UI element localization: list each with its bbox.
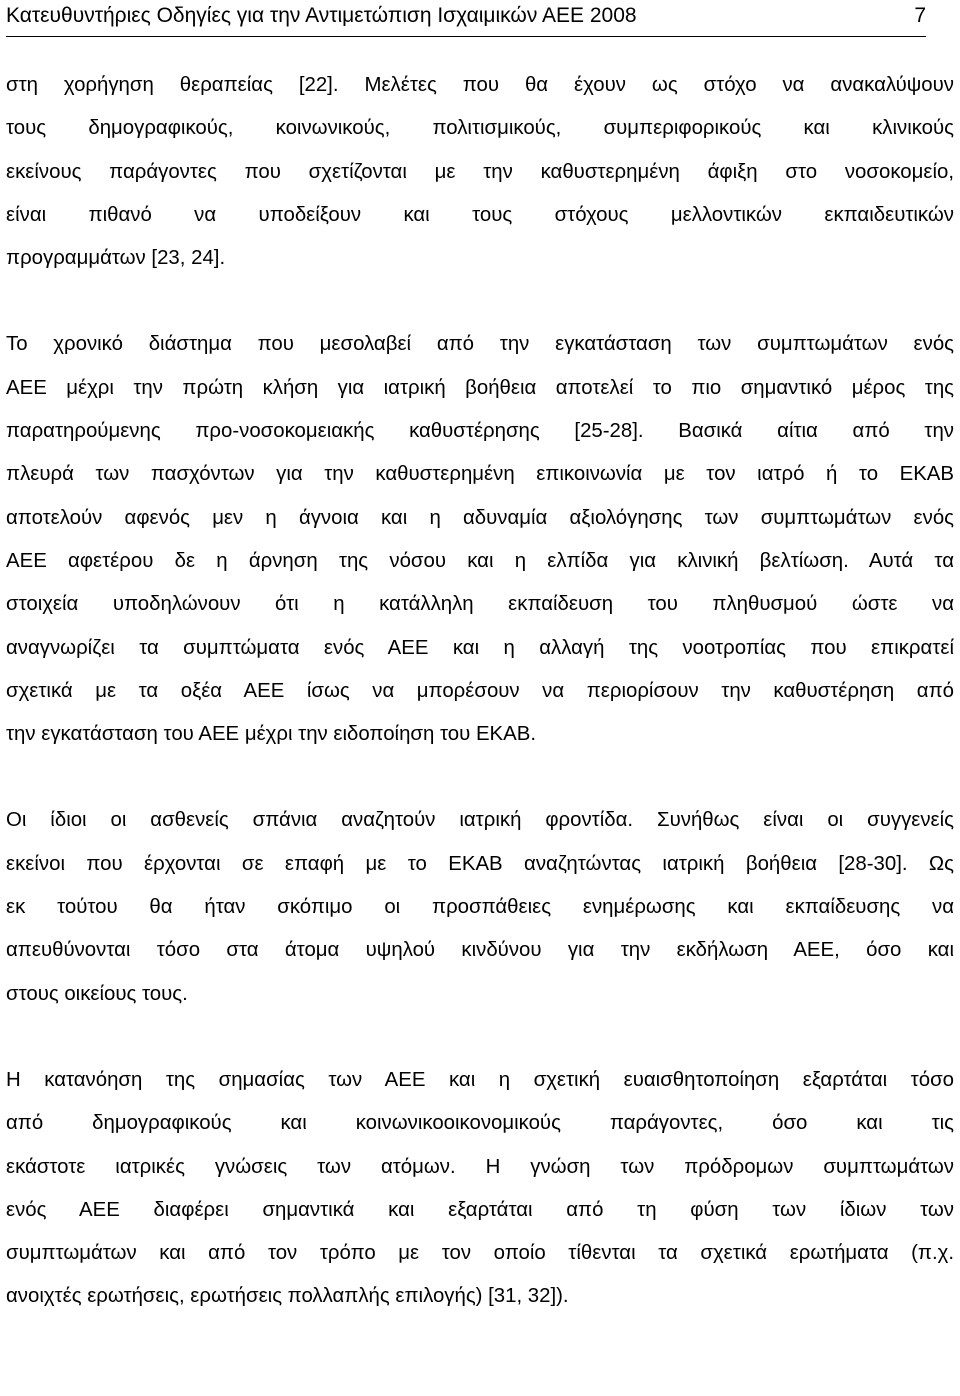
- paragraph: [6, 799, 954, 1015]
- text-line: από δημογραφικούς και κοινωνικοοικονομικούς παράγοντες, όσο και τις: [6, 1112, 954, 1135]
- paragraph: [6, 64, 954, 280]
- text-line: εκ τούτου θα ήταν σκόπιμο οι προσπάθειες ενημέρωσης και εκπαίδευσης να: [6, 896, 954, 919]
- text-line: Οι ίδιοι οι ασθενείς σπάνια αναζητούν ιατρική φροντίδα. Συνήθως είναι οι συγγενείς: [6, 809, 954, 832]
- text-line: εκάστοτε ιατρικές γνώσεις των ατόμων. Η γνώση των πρόδρομων συμπτωμάτων: [6, 1155, 954, 1178]
- text-line: προγραμμάτων [23, 24].: [6, 247, 226, 270]
- text-line: συμπτωμάτων και από τον τρόπο με τον οποίο τίθενται τα σχετικά ερωτήματα (π.χ.: [6, 1242, 954, 1265]
- text-line: Η κατανόηση της σημασίας των ΑΕΕ και η σχετική ευαισθητοποίηση εξαρτάται τόσο: [6, 1068, 954, 1091]
- text-line: τους δημογραφικούς, κοινωνικούς, πολιτισμικούς, συμπεριφορικούς και κλινικούς: [6, 117, 954, 140]
- document-title: Κατευθυντήριες Οδηγίες για την Αντιμετώπιση Ισχαιμικών ΑΕΕ 2008: [6, 4, 637, 27]
- document-body: [6, 64, 954, 1319]
- text-line: ΑΕΕ αφετέρου δε η άρνηση της νόσου και η ελπίδα για κλινική βελτίωση. Αυτά τα: [6, 549, 954, 572]
- text-line: πλευρά των πασχόντων για την καθυστερημένη επικοινωνία με τον ιατρό ή το ΕΚΑΒ: [6, 463, 954, 486]
- page-header: [6, 0, 926, 37]
- text-line: σχετικά με τα οξέα ΑΕΕ ίσως να μπορέσουν να περιορίσουν την καθυστέρηση από: [6, 679, 954, 702]
- text-line: αποτελούν αφενός μεν η άγνοια και η αδυναμία αξιολόγησης των συμπτωμάτων ενός: [6, 506, 954, 529]
- text-line: αναγνωρίζει τα συμπτώματα ενός ΑΕΕ και η αλλαγή της νοοτροπίας που επικρατεί: [6, 636, 954, 659]
- page-number: 7: [914, 4, 926, 27]
- text-line: ενός ΑΕΕ διαφέρει σημαντικά και εξαρτάται από τη φύση των ίδιων των: [6, 1198, 954, 1221]
- text-line: παρατηρούμενης προ-νοσοκομειακής καθυστέρησης [25-28]. Βασικά αίτια από την: [6, 420, 954, 443]
- text-line: Το χρονικό διάστημα που μεσολαβεί από την εγκατάσταση των συμπτωμάτων ενός: [6, 333, 954, 356]
- text-line: απευθύνονται τόσο στα άτομα υψηλού κινδύνου για την εκδήλωση ΑΕΕ, όσο και: [6, 939, 954, 962]
- text-line: ΑΕΕ μέχρι την πρώτη κλήση για ιατρική βοήθεια αποτελεί το πιο σημαντικό μέρος της: [6, 376, 954, 399]
- text-line: ανοιχτές ερωτήσεις, ερωτήσεις πολλαπλής επιλογής) [31, 32]).: [6, 1285, 569, 1308]
- paragraph: [6, 1059, 954, 1319]
- text-line: είναι πιθανό να υποδείξουν και τους στόχους μελλοντικών εκπαιδευτικών: [6, 203, 954, 226]
- text-line: στοιχεία υποδηλώνουν ότι η κατάλληλη εκπαίδευση του πληθυσμού ώστε να: [6, 593, 954, 616]
- paragraph: [6, 323, 954, 756]
- text-line: στη χορήγηση θεραπείας [22]. Μελέτες που θα έχουν ως στόχο να ανακαλύψουν: [6, 74, 954, 96]
- text-line: στους οικείους τους.: [6, 982, 188, 1005]
- text-line: την εγκατάσταση του ΑΕΕ μέχρι την ειδοποίηση του ΕΚΑΒ.: [6, 723, 537, 746]
- text-line: εκείνους παράγοντες που σχετίζονται με την καθυστερημένη άφιξη στο νοσοκομείο,: [6, 160, 954, 183]
- text-line: εκείνοι που έρχονται σε επαφή με το ΕΚΑΒ αναζητώντας ιατρική βοήθεια [28-30]. Ως: [6, 852, 954, 875]
